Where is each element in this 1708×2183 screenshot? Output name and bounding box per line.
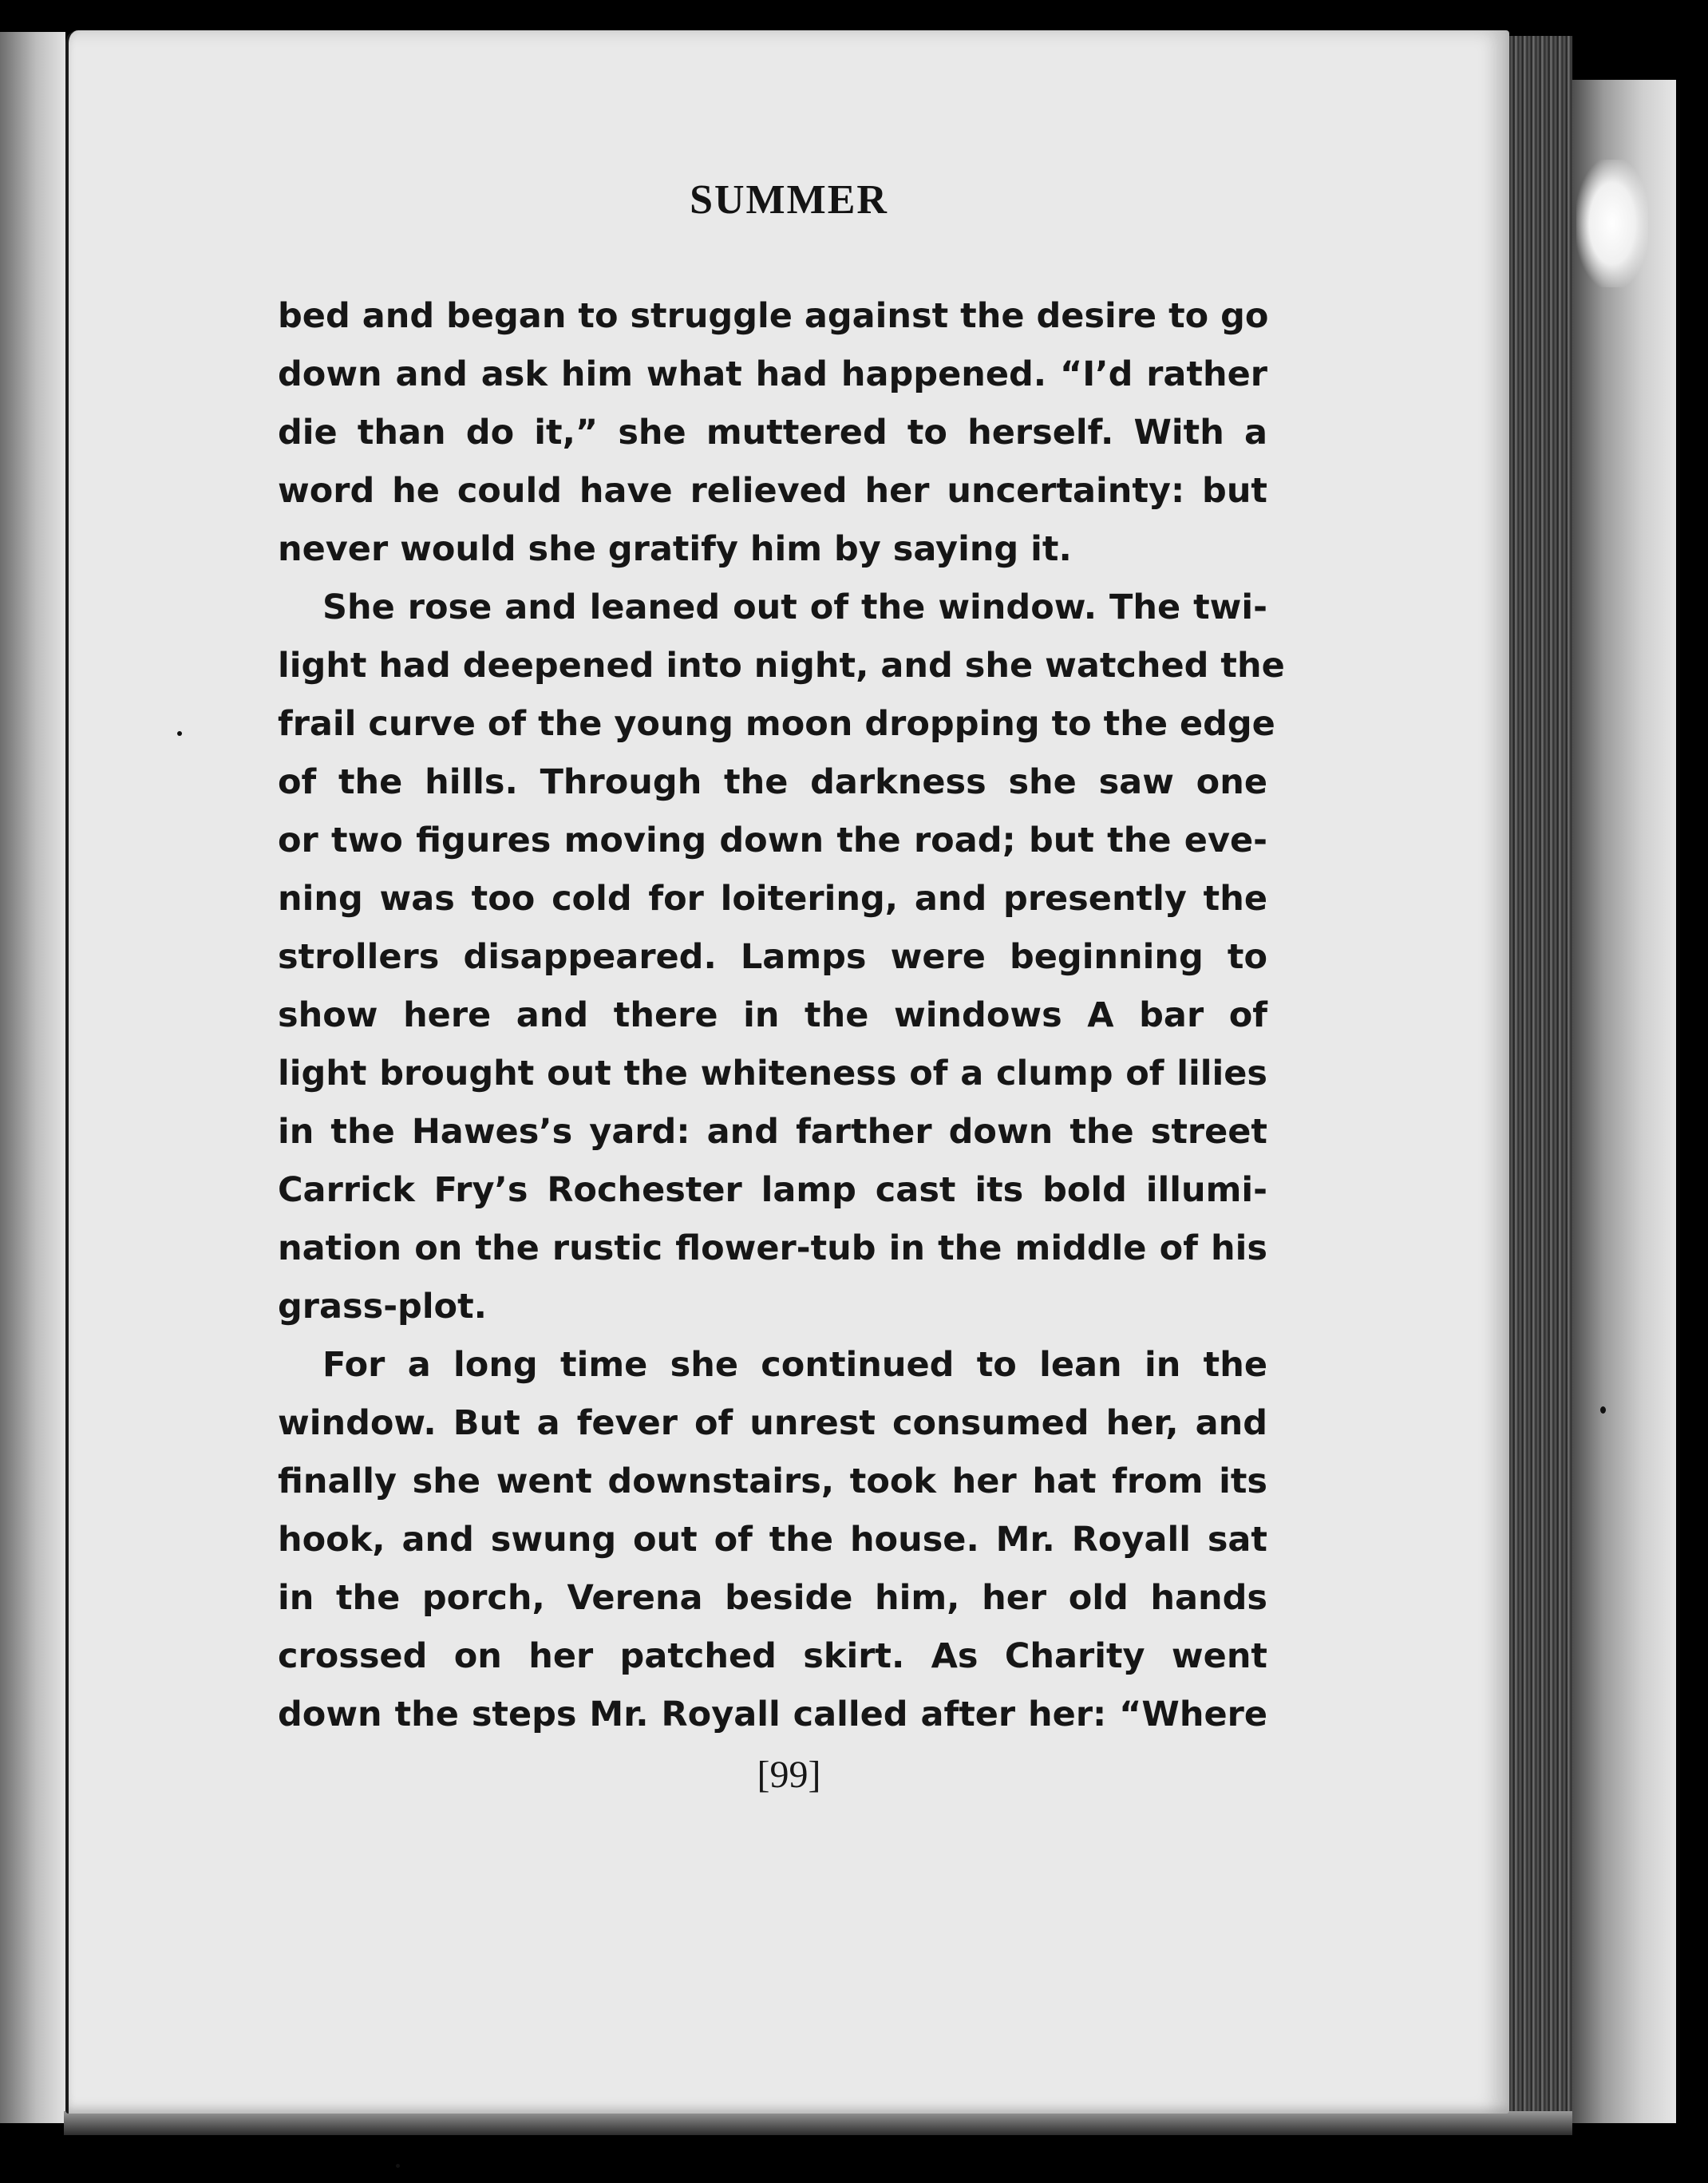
page-bottom-shadow xyxy=(64,2111,1572,2135)
text-line: die than do it,” she muttered to herself. With a xyxy=(278,413,1267,453)
text-line: grass-plot. xyxy=(278,1287,487,1327)
text-line: of the hills. Through the darkness she saw one xyxy=(278,762,1267,802)
scan-speck xyxy=(1600,1406,1606,1414)
scan-speck xyxy=(396,2164,400,2168)
text-line: nation on the rustic flower-tub in the middle of his xyxy=(278,1228,1267,1268)
text-line: light had deepened into night, and she watched the xyxy=(278,646,1285,686)
running-head: SUMMER xyxy=(690,177,888,223)
text-line: word he could have relieved her uncertainty: but xyxy=(278,471,1267,511)
text-line: finally she went downstairs, took her hat from its xyxy=(278,1461,1267,1501)
text-line: in the Hawes’s yard: and farther down the street xyxy=(278,1112,1267,1152)
scan-speck xyxy=(177,731,182,736)
text-line: crossed on her patched skirt. As Charity went xyxy=(278,1636,1267,1676)
text-line: down the steps Mr. Royall called after her: “Where xyxy=(278,1695,1267,1734)
text-line: never would she gratify him by saying it. xyxy=(278,529,1072,569)
body-text xyxy=(278,287,1285,1744)
fore-edge-glare xyxy=(1576,160,1648,287)
book-fore-edge xyxy=(1564,80,1676,2123)
text-line: ning was too cold for loitering, and presently the xyxy=(278,879,1267,919)
text-line: Carrick Fry’s Rochester lamp cast its bold illumi- xyxy=(278,1170,1267,1210)
text-line: in the porch, Verena beside him, her old hands xyxy=(278,1578,1267,1618)
text-line: window. But a fever of unrest consumed her, and xyxy=(278,1403,1267,1443)
book-page xyxy=(65,30,1509,2114)
text-line: hook, and swung out of the house. Mr. Royall sat xyxy=(278,1520,1267,1560)
page-stack xyxy=(1500,36,1572,2135)
facing-page-edge xyxy=(0,32,65,2123)
text-line: show here and there in the windows A bar of xyxy=(278,995,1267,1035)
page-number: [99] xyxy=(757,1754,821,1796)
paragraph-start-line: She rose and leaned out of the window. The twi- xyxy=(322,587,1267,627)
text-line: light brought out the whiteness of a clump of lilies xyxy=(278,1054,1267,1093)
text-line: bed and began to struggle against the desire to go xyxy=(278,296,1269,336)
paragraph-start-line: For a long time she continued to lean in the xyxy=(322,1345,1267,1385)
text-line: down and ask him what had happened. “I’d rather xyxy=(278,354,1267,394)
text-line: strollers disappeared. Lamps were beginning to xyxy=(278,937,1267,977)
text-line: frail curve of the young moon dropping to the edge xyxy=(278,704,1275,744)
text-line: or two figures moving down the road; but the eve- xyxy=(278,821,1267,860)
